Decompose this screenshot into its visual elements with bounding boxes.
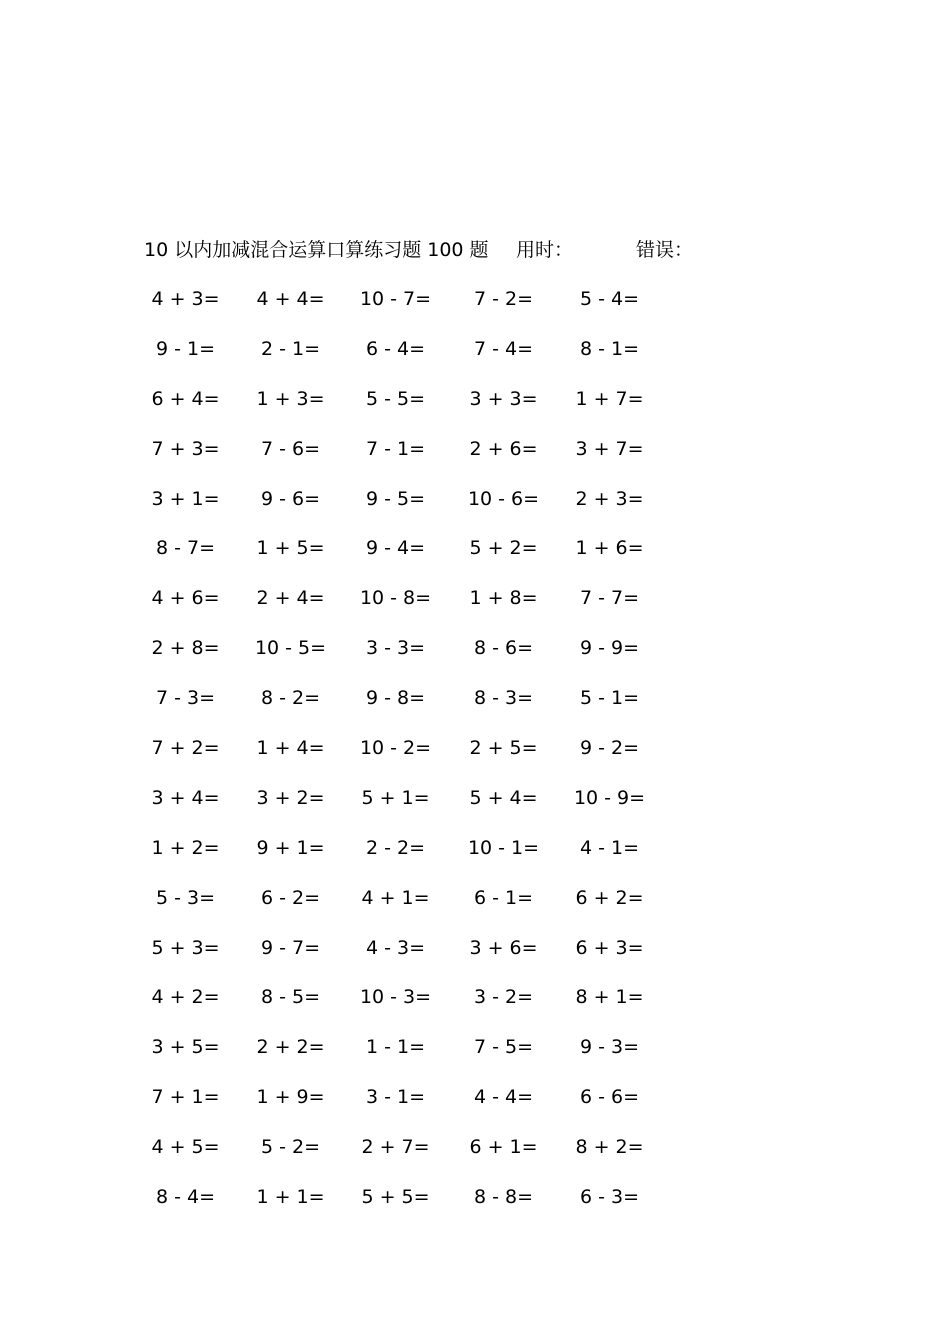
math-problem: 3 + 2= — [256, 786, 325, 809]
errors-label: 错误： — [636, 239, 694, 261]
math-problem: 6 - 3= — [579, 1186, 640, 1209]
problem-row — [133, 783, 673, 833]
math-problem: 2 + 5= — [469, 737, 538, 760]
math-problem: 2 + 2= — [256, 1036, 325, 1059]
math-problem: 8 + 1= — [575, 986, 644, 1009]
problem-row — [133, 583, 673, 633]
math-problem: 1 + 3= — [256, 387, 325, 410]
math-problem: 7 - 2= — [473, 288, 534, 310]
math-problem: 1 + 9= — [256, 1086, 325, 1109]
problem-row — [133, 384, 673, 434]
math-problem: 6 - 6= — [579, 1086, 640, 1109]
math-problem: 1 + 1= — [256, 1186, 325, 1209]
problem-row — [133, 883, 673, 933]
math-problem: 6 + 3= — [575, 936, 644, 959]
math-problem: 8 - 1= — [579, 337, 640, 360]
math-problem: 8 + 2= — [575, 1136, 644, 1159]
math-problem: 1 + 2= — [151, 836, 220, 859]
math-problem: 3 + 1= — [151, 487, 220, 510]
problem-row — [133, 284, 673, 334]
math-problem: 4 + 1= — [361, 886, 430, 909]
math-problem: 6 - 1= — [473, 886, 534, 909]
math-problem: 1 + 6= — [575, 537, 644, 560]
math-problem: 9 - 3= — [579, 1036, 640, 1059]
problem-row — [133, 1182, 673, 1232]
math-problem: 7 - 1= — [365, 437, 426, 460]
math-problem: 1 + 8= — [469, 587, 538, 610]
math-problem: 5 - 5= — [365, 387, 426, 410]
math-problem: 5 - 4= — [579, 288, 640, 310]
math-problem: 3 + 7= — [575, 437, 644, 460]
problem-grid — [133, 284, 673, 1232]
problem-row — [133, 683, 673, 733]
math-problem: 4 - 1= — [579, 836, 640, 859]
time-used-label: 用时： — [516, 239, 574, 261]
math-problem: 6 + 4= — [151, 387, 220, 410]
math-problem: 4 + 5= — [151, 1136, 220, 1159]
math-problem: 7 - 5= — [473, 1036, 534, 1059]
math-problem: 4 - 4= — [473, 1086, 534, 1109]
math-problem: 1 + 4= — [256, 737, 325, 760]
math-problem: 4 + 6= — [151, 587, 220, 610]
math-problem: 5 + 3= — [151, 936, 220, 959]
math-problem: 3 - 3= — [365, 637, 426, 660]
math-problem: 8 - 2= — [260, 687, 321, 710]
math-problem: 7 + 1= — [151, 1086, 220, 1109]
math-problem: 10 - 8= — [359, 587, 432, 610]
math-problem: 1 + 7= — [575, 387, 644, 410]
math-problem: 2 + 6= — [469, 437, 538, 460]
math-problem: 9 - 9= — [579, 637, 640, 660]
math-problem: 8 - 4= — [155, 1186, 216, 1209]
math-problem: 6 + 1= — [469, 1136, 538, 1159]
math-problem: 10 - 5= — [254, 637, 327, 660]
math-problem: 5 - 2= — [260, 1136, 321, 1159]
math-problem: 10 - 1= — [467, 836, 540, 859]
problem-row — [133, 733, 673, 783]
math-problem: 5 + 5= — [361, 1186, 430, 1209]
worksheet-title: 10 以内加减混合运算口算练习题 100 题 — [144, 239, 489, 261]
math-problem: 8 - 5= — [260, 986, 321, 1009]
math-problem: 10 - 2= — [359, 737, 432, 760]
math-problem: 8 - 6= — [473, 637, 534, 660]
problem-row — [133, 533, 673, 583]
math-problem: 9 + 1= — [256, 836, 325, 859]
math-problem: 3 - 2= — [473, 986, 534, 1009]
math-problem: 7 + 2= — [151, 737, 220, 760]
math-problem: 9 - 2= — [579, 737, 640, 760]
math-problem: 9 - 4= — [365, 537, 426, 560]
math-problem: 2 + 8= — [151, 637, 220, 660]
problem-row — [133, 334, 673, 384]
math-problem: 8 - 8= — [473, 1186, 534, 1209]
math-problem: 7 + 3= — [151, 437, 220, 460]
math-problem: 10 - 9= — [573, 786, 646, 809]
math-problem: 2 + 4= — [256, 587, 325, 610]
math-problem: 6 + 2= — [575, 886, 644, 909]
math-problem: 10 - 6= — [467, 487, 540, 510]
math-problem: 9 - 5= — [365, 487, 426, 510]
math-problem: 9 - 6= — [260, 487, 321, 510]
math-problem: 3 + 3= — [469, 387, 538, 410]
problem-row — [133, 633, 673, 683]
math-problem: 4 + 4= — [256, 288, 325, 310]
math-problem: 7 - 6= — [260, 437, 321, 460]
math-problem: 3 - 1= — [365, 1086, 426, 1109]
math-problem: 5 + 1= — [361, 786, 430, 809]
math-problem: 7 - 7= — [579, 587, 640, 610]
math-problem: 8 - 3= — [473, 687, 534, 710]
problem-row — [133, 1132, 673, 1182]
problem-row — [133, 933, 673, 983]
math-problem: 1 + 5= — [256, 537, 325, 560]
math-problem: 2 + 7= — [361, 1136, 430, 1159]
math-problem: 9 - 1= — [155, 337, 216, 360]
math-problem: 8 - 7= — [155, 537, 216, 560]
math-problem: 10 - 3= — [359, 986, 432, 1009]
math-problem: 5 - 1= — [579, 687, 640, 710]
math-problem: 5 - 3= — [155, 886, 216, 909]
math-problem: 9 - 8= — [365, 687, 426, 710]
math-problem: 5 + 2= — [469, 537, 538, 560]
math-problem: 3 + 4= — [151, 786, 220, 809]
math-problem: 6 - 2= — [260, 886, 321, 909]
math-problem: 4 + 3= — [151, 288, 220, 310]
problem-row — [133, 833, 673, 883]
math-problem: 2 - 1= — [260, 337, 321, 360]
math-problem: 4 - 3= — [365, 936, 426, 959]
problem-row — [133, 1082, 673, 1132]
math-problem: 2 - 2= — [365, 836, 426, 859]
math-problem: 2 + 3= — [575, 487, 644, 510]
math-problem: 3 + 6= — [469, 936, 538, 959]
problem-row — [133, 1032, 673, 1082]
math-problem: 7 - 4= — [473, 337, 534, 360]
math-problem: 5 + 4= — [469, 786, 538, 809]
problem-row — [133, 982, 673, 1032]
math-problem: 10 - 7= — [359, 288, 432, 310]
math-problem: 3 + 5= — [151, 1036, 220, 1059]
problem-row — [133, 484, 673, 534]
math-problem: 4 + 2= — [151, 986, 220, 1009]
math-problem: 6 - 4= — [365, 337, 426, 360]
math-problem: 9 - 7= — [260, 936, 321, 959]
math-problem: 7 - 3= — [155, 687, 216, 710]
problem-row — [133, 434, 673, 484]
math-problem: 1 - 1= — [365, 1036, 426, 1059]
